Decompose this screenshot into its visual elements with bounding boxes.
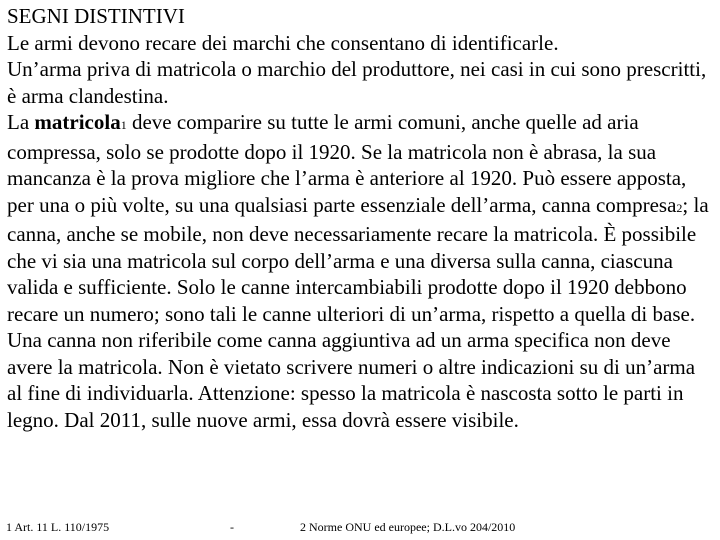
footnote-ref-1: 1 bbox=[120, 118, 127, 132]
term-matricola: matricola bbox=[34, 110, 121, 134]
paragraph-lead: La bbox=[7, 110, 35, 134]
paragraph-clandestine: Un’arma priva di matricola o marchio del produttore, nei casi in cui sono prescritti, è arma clandestina. bbox=[7, 57, 707, 108]
footnote-separator: - bbox=[230, 520, 234, 534]
body-text bbox=[7, 3, 715, 433]
paragraph-part1: deve comparire su tutte le armi comuni, anche quelle ad aria compressa, solo se prodotte dopo il 1920. Se la matricola non è abrasa, la sua mancanza è la prova migliore che l’arma è anteriore al 1920. Può essere apposta, per una o più volte, su una qualsiasi parte essenziale dell’arma, canna compresa bbox=[7, 110, 687, 217]
footnote-ref-2: 2 bbox=[676, 200, 683, 215]
footnote-2: 2 Norme ONU ed europee; D.L.vo 204/2010 bbox=[300, 520, 516, 534]
paragraph-part2: ; la canna, anche se mobile, non deve necessariamente recare la matricola. È possibile che vi sia una matricola sul corpo dell’arma e una diversa sulla canna, ciascuna valida e sufficiente. Solo le canne intercambiabili prodotte dopo il 1920 debbono recare un numero; sono tali le canne ulteriori di un’arma, rispetto a quella di base. Una canna non riferibile come canna aggiuntiva ad un arma specifica non deve avere la matricola. Non è vietato scrivere numeri o altre indicazioni su di un’arma al fine di individuarla. Attenzione: spesso la matricola è nascosta sotto le parti in legno. Dal 2011, sulle nuove armi, essa dovrà essere visibile. bbox=[7, 192, 709, 432]
paragraph-marks: Le armi devono recare dei marchi che consentano di identificarle. bbox=[7, 30, 559, 55]
page-title: SEGNI DISTINTIVI bbox=[7, 4, 185, 28]
paragraph-matricola bbox=[7, 109, 715, 433]
footnotes bbox=[0, 520, 720, 538]
footnote-1: 1 Art. 11 L. 110/1975 bbox=[6, 520, 110, 534]
